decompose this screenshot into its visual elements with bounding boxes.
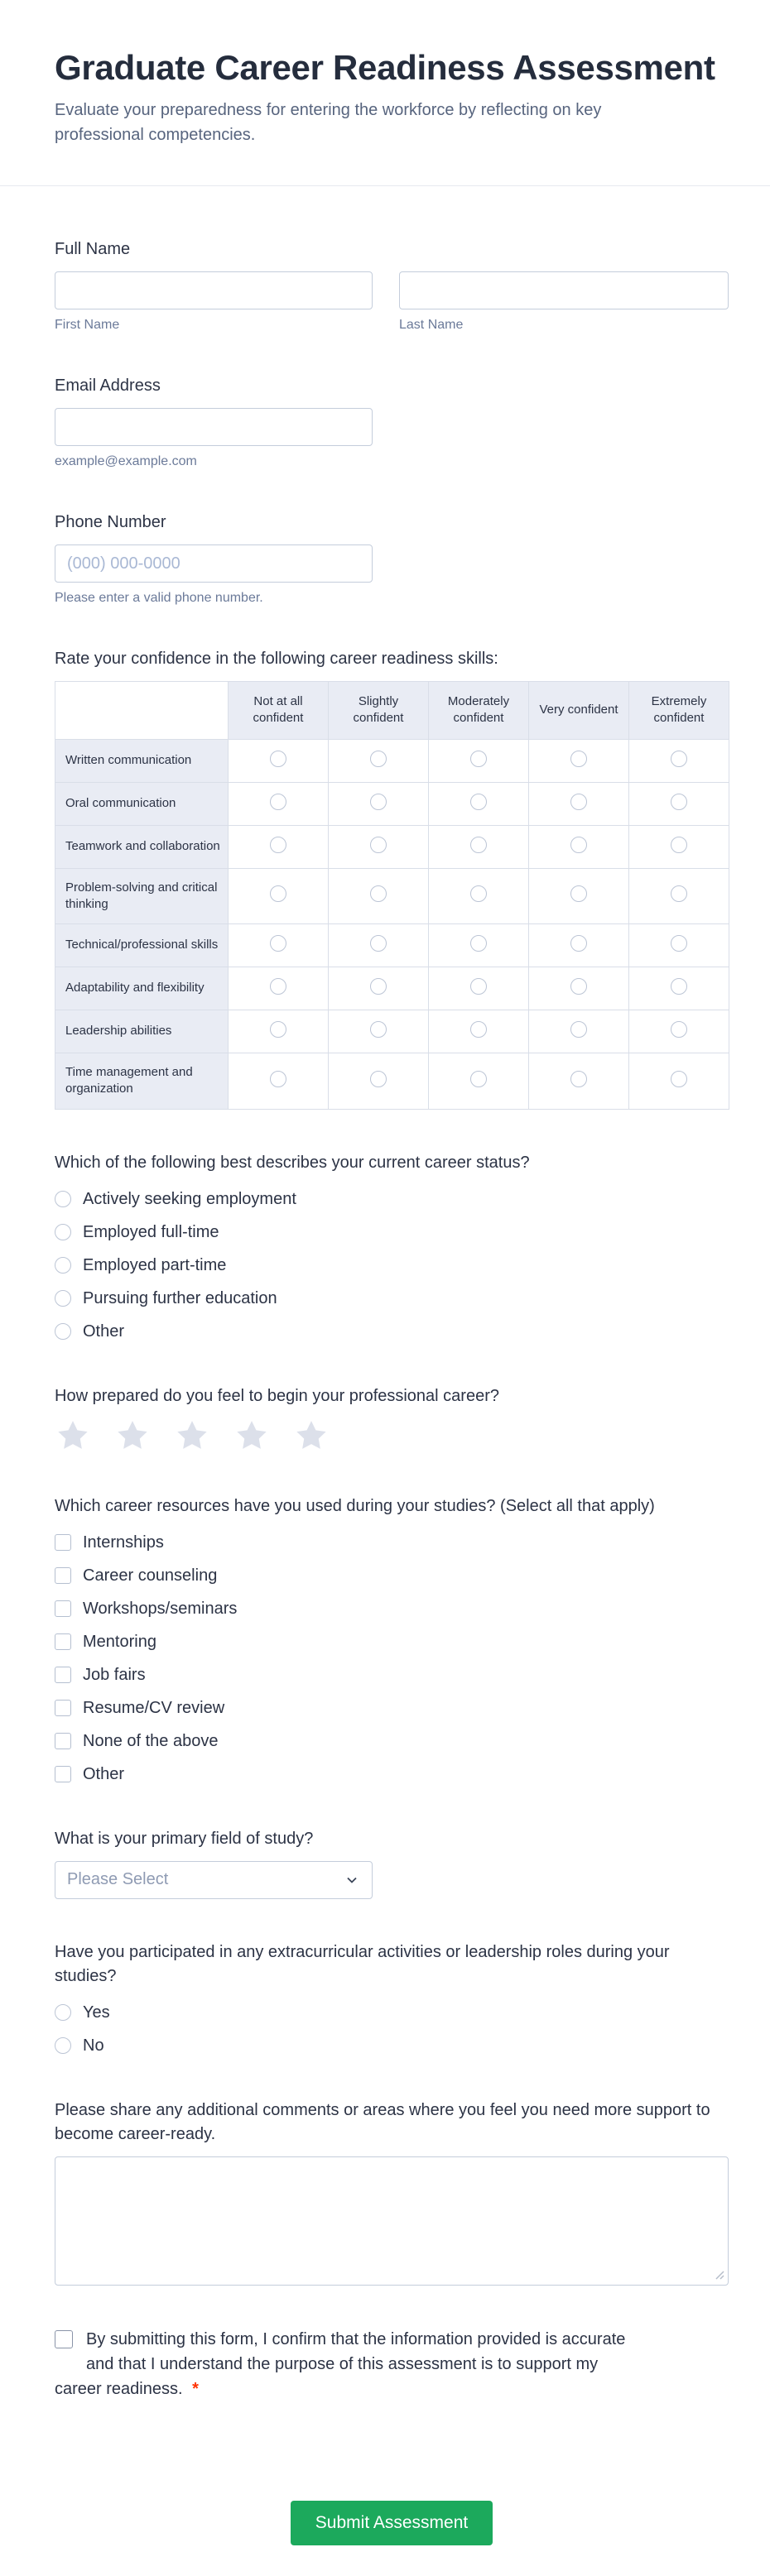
matrix-row [55, 967, 729, 1010]
full-name-label: Full Name [55, 240, 131, 258]
option-label: Actively seeking employment [83, 1189, 296, 1208]
matrix-cell[interactable] [529, 825, 629, 868]
matrix-cell[interactable] [629, 739, 729, 782]
field-extracurricular [55, 1940, 729, 2057]
matrix-cell[interactable] [229, 739, 329, 782]
last-name-input[interactable] [399, 271, 729, 309]
matrix-cell[interactable] [429, 782, 529, 825]
matrix-col-header: Very confident [529, 682, 629, 740]
name-row [55, 271, 729, 333]
checkbox-option[interactable] [55, 1597, 237, 1620]
radio-option[interactable] [55, 1221, 219, 1244]
radio-icon[interactable] [470, 794, 487, 810]
star-icon[interactable] [233, 1418, 270, 1453]
option-label: None of the above [83, 1731, 219, 1750]
checkbox-option[interactable] [55, 1663, 146, 1686]
radio-icon[interactable] [370, 1021, 387, 1038]
checkbox-icon[interactable] [55, 1667, 71, 1683]
matrix-cell[interactable] [529, 967, 629, 1010]
matrix-row [55, 782, 729, 825]
matrix-row [55, 1010, 729, 1053]
select-placeholder: Please Select [67, 1870, 169, 1888]
matrix-row-label: Written communication [55, 739, 229, 782]
option-label: Employed part-time [83, 1255, 227, 1274]
matrix-cell[interactable] [329, 868, 429, 924]
matrix-cell[interactable] [429, 739, 529, 782]
radio-icon[interactable] [470, 978, 487, 995]
radio-icon[interactable] [370, 885, 387, 902]
matrix-row [55, 868, 729, 924]
radio-icon[interactable] [270, 751, 286, 767]
radio-icon[interactable] [570, 978, 587, 995]
matrix-row-label: Problem-solving and critical thinking [55, 868, 229, 924]
matrix-row-label: Time management and organization [55, 1053, 229, 1110]
radio-option[interactable] [55, 2034, 104, 2057]
radio-icon[interactable] [671, 1071, 687, 1087]
matrix-col-header: Extremely confident [629, 682, 729, 740]
matrix-cell[interactable] [629, 924, 729, 967]
field-comments [55, 2099, 729, 2286]
radio-icon[interactable] [370, 837, 387, 853]
matrix-cell[interactable] [529, 739, 629, 782]
option-label: Other [83, 1764, 125, 1783]
option-label: Career counseling [83, 1566, 218, 1585]
radio-icon[interactable] [270, 1021, 286, 1038]
last-name-sublabel: Last Name [399, 318, 464, 332]
field-email [55, 374, 729, 469]
matrix-cell[interactable] [529, 1053, 629, 1110]
matrix-cell[interactable] [329, 1010, 429, 1053]
radio-icon[interactable] [671, 1021, 687, 1038]
field-career-status [55, 1151, 729, 1343]
option-label: Pursuing further education [83, 1288, 277, 1307]
email-sublabel: example@example.com [55, 454, 197, 468]
email-label: Email Address [55, 377, 161, 395]
radio-icon[interactable] [470, 935, 487, 952]
matrix-cell[interactable] [429, 924, 529, 967]
checkbox-icon[interactable] [55, 1766, 71, 1782]
checkbox-icon[interactable] [55, 1733, 71, 1749]
radio-icon[interactable] [370, 794, 387, 810]
comments-textarea-wrap [55, 2156, 729, 2286]
submit-row [55, 2501, 729, 2572]
matrix-row [55, 924, 729, 967]
star-icon[interactable] [293, 1418, 330, 1453]
radio-icon[interactable] [570, 1021, 587, 1038]
matrix-cell[interactable] [329, 1053, 429, 1110]
radio-icon[interactable] [570, 794, 587, 810]
matrix-row-label: Oral communication [55, 782, 229, 825]
matrix-cell[interactable] [629, 967, 729, 1010]
radio-icon[interactable] [370, 935, 387, 952]
matrix-cell[interactable] [629, 868, 729, 924]
matrix-cell[interactable] [229, 1053, 329, 1110]
consent-field [55, 2327, 647, 2401]
matrix-cell[interactable] [629, 782, 729, 825]
extracurricular-options [55, 2001, 729, 2057]
first-name-sublabel: First Name [55, 318, 120, 332]
matrix-row [55, 739, 729, 782]
matrix-row [55, 825, 729, 868]
resources-options [55, 1531, 729, 1786]
radio-icon[interactable] [671, 935, 687, 952]
matrix-cell[interactable] [329, 782, 429, 825]
matrix-row [55, 1053, 729, 1110]
matrix-cell[interactable] [229, 967, 329, 1010]
option-label: No [83, 2036, 104, 2055]
option-label: Resume/CV review [83, 1698, 225, 1717]
field-phone [55, 511, 729, 606]
field-confidence-matrix [55, 647, 729, 1110]
phone-sublabel: Please enter a valid phone number. [55, 591, 263, 605]
field-study-dropdown [55, 1827, 729, 1899]
radio-icon[interactable] [55, 1290, 71, 1307]
checkbox-icon[interactable] [55, 1700, 71, 1716]
radio-icon[interactable] [570, 1071, 587, 1087]
matrix-corner-cell [55, 682, 229, 740]
checkbox-option[interactable] [55, 1729, 218, 1753]
radio-icon[interactable] [370, 751, 387, 767]
radio-icon[interactable] [270, 935, 286, 952]
last-name-subfield [399, 271, 729, 333]
matrix-cell[interactable] [629, 1053, 729, 1110]
confidence-matrix [55, 681, 729, 1110]
checkbox-icon[interactable] [55, 1600, 71, 1617]
matrix-col-header: Moderately confident [429, 682, 529, 740]
checkbox-option[interactable] [55, 1763, 124, 1786]
radio-icon[interactable] [470, 885, 487, 902]
matrix-cell[interactable] [329, 739, 429, 782]
matrix-cell[interactable] [529, 924, 629, 967]
matrix-cell[interactable] [229, 825, 329, 868]
matrix-cell[interactable] [229, 1010, 329, 1053]
radio-icon[interactable] [270, 885, 286, 902]
checkbox-icon[interactable] [55, 1633, 71, 1650]
matrix-cell[interactable] [529, 1010, 629, 1053]
radio-icon[interactable] [570, 751, 587, 767]
phone-label: Phone Number [55, 513, 166, 531]
matrix-col-header: Slightly confident [329, 682, 429, 740]
radio-icon[interactable] [470, 837, 487, 853]
radio-icon[interactable] [270, 794, 286, 810]
matrix-header-row [55, 682, 729, 740]
matrix-row-label: Adaptability and flexibility [55, 967, 229, 1010]
checkbox-option[interactable] [55, 1564, 217, 1587]
radio-option[interactable] [55, 1254, 226, 1277]
radio-icon[interactable] [470, 1021, 487, 1038]
email-input[interactable] [55, 408, 373, 446]
resources-label: Which career resources have you used during your studies? (Select all that apply) [55, 1496, 655, 1515]
option-label: Employed full-time [83, 1222, 219, 1241]
option-label: Workshops/seminars [83, 1599, 238, 1618]
matrix-cell[interactable] [429, 1010, 529, 1053]
radio-icon[interactable] [55, 2037, 71, 2054]
matrix-cell[interactable] [329, 967, 429, 1010]
matrix-cell[interactable] [529, 782, 629, 825]
radio-icon[interactable] [671, 751, 687, 767]
form-header [0, 0, 770, 185]
radio-icon[interactable] [55, 2004, 71, 2021]
radio-icon[interactable] [470, 1071, 487, 1087]
radio-icon[interactable] [55, 1323, 71, 1340]
chevron-down-icon [344, 1872, 360, 1888]
radio-icon[interactable] [55, 1257, 71, 1274]
radio-option[interactable] [55, 2001, 110, 2024]
radio-option[interactable] [55, 1287, 277, 1310]
checkbox-option[interactable] [55, 1696, 224, 1720]
radio-icon[interactable] [570, 885, 587, 902]
submit-button[interactable]: Submit Assessment [291, 2501, 493, 2545]
radio-icon[interactable] [270, 978, 286, 995]
star-icon[interactable] [55, 1418, 91, 1453]
matrix-label: Rate your confidence in the following career readiness skills: [55, 650, 498, 668]
career-status-label: Which of the following best describes your current career status? [55, 1153, 530, 1172]
field-full-name [55, 237, 729, 333]
consent-text: By submitting this form, I confirm that the information provided is accurate and that I understand the purpose of this assessment is to support my career readiness. [55, 2329, 626, 2398]
radio-icon[interactable] [470, 751, 487, 767]
matrix-cell[interactable] [429, 868, 529, 924]
checkbox-option[interactable] [55, 1531, 164, 1554]
radio-icon[interactable] [671, 978, 687, 995]
matrix-cell[interactable] [329, 924, 429, 967]
option-label: Job fairs [83, 1665, 146, 1684]
radio-icon[interactable] [55, 1224, 71, 1240]
matrix-row-label: Teamwork and collaboration [55, 825, 229, 868]
matrix-cell[interactable] [329, 825, 429, 868]
radio-icon[interactable] [270, 837, 286, 853]
comments-textarea[interactable] [55, 2156, 729, 2286]
first-name-input[interactable] [55, 271, 373, 309]
matrix-row-label: Technical/professional skills [55, 924, 229, 967]
matrix-cell[interactable] [429, 967, 529, 1010]
matrix-cell[interactable] [229, 924, 329, 967]
comments-label: Please share any additional comments or areas where you feel you need more support to become career-ready. [55, 2100, 710, 2143]
option-label: Mentoring [83, 1632, 156, 1651]
field-career-resources [55, 1494, 729, 1786]
field-preparedness-rating [55, 1384, 729, 1453]
radio-icon[interactable] [671, 885, 687, 902]
extracurricular-label: Have you participated in any extracurricular activities or leadership roles during your studies? [55, 1942, 670, 1985]
matrix-cell[interactable] [229, 868, 329, 924]
radio-icon[interactable] [370, 1071, 387, 1087]
matrix-cell[interactable] [629, 825, 729, 868]
radio-icon[interactable] [55, 1191, 71, 1207]
radio-option[interactable] [55, 1187, 296, 1211]
career-status-options [55, 1187, 729, 1343]
field-of-study-label: What is your primary field of study? [55, 1829, 314, 1848]
matrix-cell[interactable] [229, 782, 329, 825]
matrix-cell[interactable] [429, 1053, 529, 1110]
form-title: Graduate Career Readiness Assessment [55, 48, 715, 87]
phone-input[interactable] [55, 544, 373, 583]
checkbox-icon[interactable] [55, 1534, 71, 1551]
radio-icon[interactable] [270, 1071, 286, 1087]
star-rating [55, 1418, 729, 1453]
option-label: Other [83, 1322, 125, 1341]
radio-icon[interactable] [570, 837, 587, 853]
form-subtitle: Evaluate your preparedness for entering the workforce by reflecting on key professional competencies. [55, 101, 602, 144]
matrix-row-label: Leadership abilities [55, 1010, 229, 1053]
radio-icon[interactable] [671, 794, 687, 810]
option-label: Yes [83, 2003, 110, 2022]
consent-checkbox[interactable] [55, 2330, 73, 2348]
checkbox-icon[interactable] [55, 1567, 71, 1584]
matrix-cell[interactable] [629, 1010, 729, 1053]
first-name-subfield [55, 271, 373, 333]
field-of-study-select[interactable] [55, 1861, 373, 1899]
radio-option[interactable] [55, 1320, 124, 1343]
matrix-col-header: Not at all confident [229, 682, 329, 740]
required-asterisk: * [192, 2379, 199, 2398]
radio-icon[interactable] [370, 978, 387, 995]
option-label: Internships [83, 1533, 164, 1552]
preparedness-label: How prepared do you feel to begin your professional career? [55, 1386, 499, 1405]
matrix-cell[interactable] [429, 825, 529, 868]
matrix-cell[interactable] [529, 868, 629, 924]
radio-icon[interactable] [671, 837, 687, 853]
star-icon[interactable] [114, 1418, 151, 1453]
form-body [0, 186, 770, 2572]
radio-icon[interactable] [570, 935, 587, 952]
checkbox-option[interactable] [55, 1630, 156, 1653]
star-icon[interactable] [174, 1418, 210, 1453]
